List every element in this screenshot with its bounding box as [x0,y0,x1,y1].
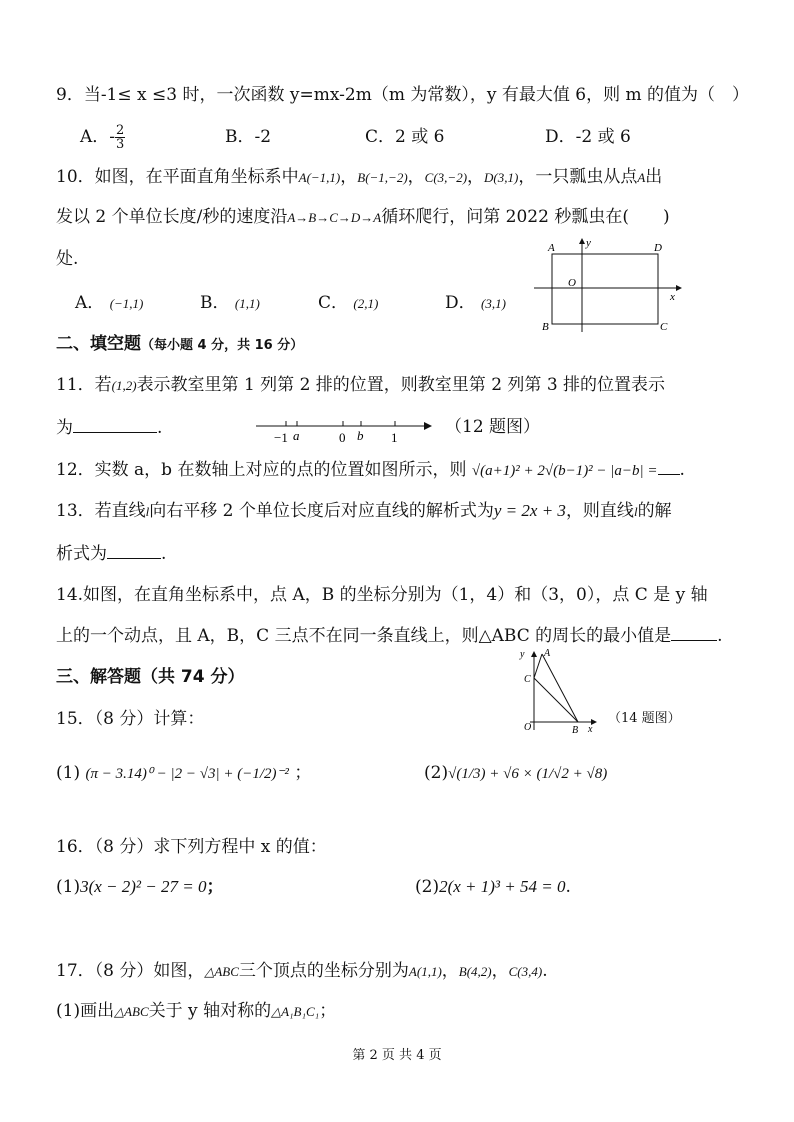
q13-equation: y = 2x + 3 [493,501,566,520]
q10-option-c-value: (2,1) [353,296,379,311]
q10-y-arrow [579,238,585,244]
q10-point-a: A(−1,1) [298,170,341,185]
q17-part1-text: (1)画出 [56,1001,115,1021]
q14-line2 [56,624,723,647]
q10-option-b [200,292,260,315]
q16-part1-end: ； [206,877,224,897]
q16-part1 [56,876,223,898]
q10-text-5: 循环爬行，问第 2022 秒瓢虫在( ) [381,207,670,227]
q10-fig-label-d: D [654,242,662,254]
q16-part2-expression: 2(x + 1)³ + 54 = 0 [439,877,566,896]
q14-text: 上的一个动点，且 A，B，C 三点不在同一条直线上，则△ABC 的周长的最小值是 [56,626,672,646]
q13-text-5: 析式为 [56,544,107,564]
q13-line-l: l [145,504,150,519]
q17-text-3: . [542,961,548,981]
q10-rectangle [552,254,658,324]
q15-part2 [424,762,607,785]
q14-figure [516,648,602,736]
q10-text-3: 出 [645,167,663,187]
q17-point-c: C(3,4) [508,964,543,979]
q9-option-d: D．-2 或 6 [545,127,631,147]
q16-head: 16．（8 分）求下列方程中 x 的值： [56,837,327,857]
q17-part1 [56,1000,336,1023]
section-3-heading: 三、解答题（共 74 分） [56,667,245,687]
q10-fig-y-label: y [586,237,591,249]
q13-text-2: 向右平移 2 个单位长度后对应直线的解析式为 [149,501,494,521]
q10-line3: 处. [56,249,79,269]
q10-line2 [56,206,670,229]
q14-fig-label-c: C [524,674,531,685]
q15-part2-label: (2) [424,763,449,783]
q11-line2 [56,416,162,439]
q15-part1 [56,762,311,785]
q10-fig-label-b: B [542,321,549,333]
q17-text: 17．（8 分）如图， [56,961,205,981]
q10-point-c: C(3,−2) [424,170,468,185]
q17-point-a: A(1,1) [408,964,442,979]
q17-part1-triangle: △ABC [114,1004,149,1019]
q10-path: A→B→C→D→A [287,210,382,225]
q14-fig-label-a: A [544,648,551,659]
q14-fig-y-label: y [520,649,525,660]
q13-text: 13．若直线 [56,501,146,521]
q17-part1-text-2: 关于 y 轴对称的 [148,1001,272,1021]
q13-answer-blank[interactable] [107,542,161,559]
q10-option-a [75,292,143,315]
q9-stem: 9．当-1≤ x ≤3 时，一次函数 y=mx-2m（m 为常数），y 有最大值 6，则 m 的值为（ ） [56,85,749,105]
q16-part2 [415,876,571,898]
q9-option-a-fraction [115,124,125,151]
q14-fig-origin: O [524,722,532,733]
q10-point-d: D(3,1) [484,170,519,185]
q14-caption: （14 题图） [608,711,681,726]
section-2-heading [56,333,303,357]
q15-part1-end: ； [294,763,312,783]
q12-line [56,458,685,482]
q11-text-3: 为 [56,418,73,438]
q11-text: 11．若 [56,375,112,395]
q10-fig-label-c: C [660,321,668,333]
q12-caption: （12 题图） [445,417,541,437]
q14-answer-blank[interactable] [671,624,717,641]
q13-text-6: . [161,544,167,564]
q9-option-a [80,124,125,151]
label-a: a [293,428,300,443]
q13-text-3: ，则直线 [565,501,634,521]
q17-point-b: B(4,2) [458,964,492,979]
q10-start-point: A [637,170,646,185]
q17-part1-end: ； [319,1001,337,1021]
q14-side-cb [534,678,578,722]
q14-y-arrow [531,651,537,657]
q16-part2-end: . [565,877,571,897]
q9-option-a-label: A．- [80,127,116,147]
q9-option-a-numerator: 2 [116,123,125,138]
q12-end: . [679,460,685,480]
q10-option-a-label: A． [75,293,105,313]
q10-option-d [445,292,506,315]
q10-fig-x-label: x [670,291,675,303]
q17-triangle: △ABC [204,964,239,979]
q11-coord: (1,2) [111,378,137,393]
q9-option-b: B．-2 [225,127,272,147]
q17-part1-triangle-2: △A₁B₁C₁ [271,1004,320,1019]
q9-option-a-denominator: 3 [116,137,125,152]
q15-part1-label: (1) [56,763,81,783]
q14-fig-label-b: B [572,725,579,736]
q10-option-b-value: (1,1) [234,296,260,311]
q9-option-c: C．2 或 6 [365,127,445,147]
q12-text: 12．实数 a，b 在数轴上对应的点的位置如图所示，则 [56,460,467,480]
q13-line-l-2: l [633,504,638,519]
q14-line1: 14.如图，在直角坐标系中，点 A，B 的坐标分别为（1，4）和（3，0），点 C 是 y 轴 [56,585,708,605]
label-zero: 0 [339,430,346,444]
page-footer: 第 2 页 共 4 页 [352,1048,442,1063]
q16-part1-expression: 3(x − 2)² − 27 = 0 [80,877,207,896]
section-2-note: （每小题 4 分，共 16 分） [141,338,304,353]
q15-part2-expression: √(1/3) + √6 × (1/√2 + √8) [448,766,608,782]
number-line-arrow [424,422,432,430]
section-2-title: 二、填空题 [56,334,141,354]
q10-option-d-value: (3,1) [481,296,506,311]
q14-side-ac [534,654,542,678]
q11-text-2: 表示教室里第 1 列第 2 排的位置，则教室里第 2 列第 3 排的位置表示 [136,375,666,395]
q17-text-2: 三个顶点的坐标分别为 [238,961,409,981]
q14-fig-x-label: x [588,724,593,735]
label-one: 1 [391,430,398,444]
q16-part1-label: (1) [56,877,81,897]
q10-fig-label-a: A [548,242,555,254]
q12-answer-blank[interactable] [658,458,680,475]
q17-head: 17．（8 分）如图，△ABC三个顶点的坐标分别为A(1,1)，B(4,2)，C(3,4). [56,961,548,981]
q10-line1: 10．如图，在平面直角坐标系中A(−1,1)，B(−1,−2)，C(3,−2)，D(3,1)，一只瓢虫从点A出 [56,167,663,187]
q10-option-b-label: B． [200,293,230,313]
q10-text-2: 一只瓢虫从点 [535,167,638,187]
q10-option-c [318,292,378,315]
q10-text-4: 发以 2 个单位长度/秒的速度沿 [56,207,288,227]
q13-line2 [56,542,166,565]
q13-text-4: 的解 [637,501,672,521]
q16-part2-label: (2) [415,877,440,897]
q11-answer-blank[interactable] [73,416,157,433]
q10-point-b: B(−1,−2) [357,170,408,185]
q14-side-ab [542,654,578,722]
q10-option-d-label: D． [445,293,476,313]
q12-expression: √(a+1)² + 2√(b−1)² − |a−b| = [471,463,658,479]
q10-option-c-label: C． [318,293,349,313]
q11-line1 [56,374,665,397]
q10-x-arrow [676,285,682,291]
q13-line1 [56,500,672,523]
q12-number-line [250,412,440,444]
q15-part1-expression: (π − 3.14)⁰ − |2 − √3| + (−1/2)⁻² [85,766,289,782]
q14-end: . [717,626,723,646]
label-b: b [357,428,364,443]
q10-fig-origin: O [568,277,576,289]
q15-head: 15．（8 分）计算： [56,709,205,729]
label-minus-one: −1 [274,430,288,444]
q10-option-a-value: (−1,1) [109,296,144,311]
q10-text: 10．如图，在平面直角坐标系中 [56,167,299,187]
q10-figure [530,236,690,336]
q11-text-4: . [157,418,163,438]
